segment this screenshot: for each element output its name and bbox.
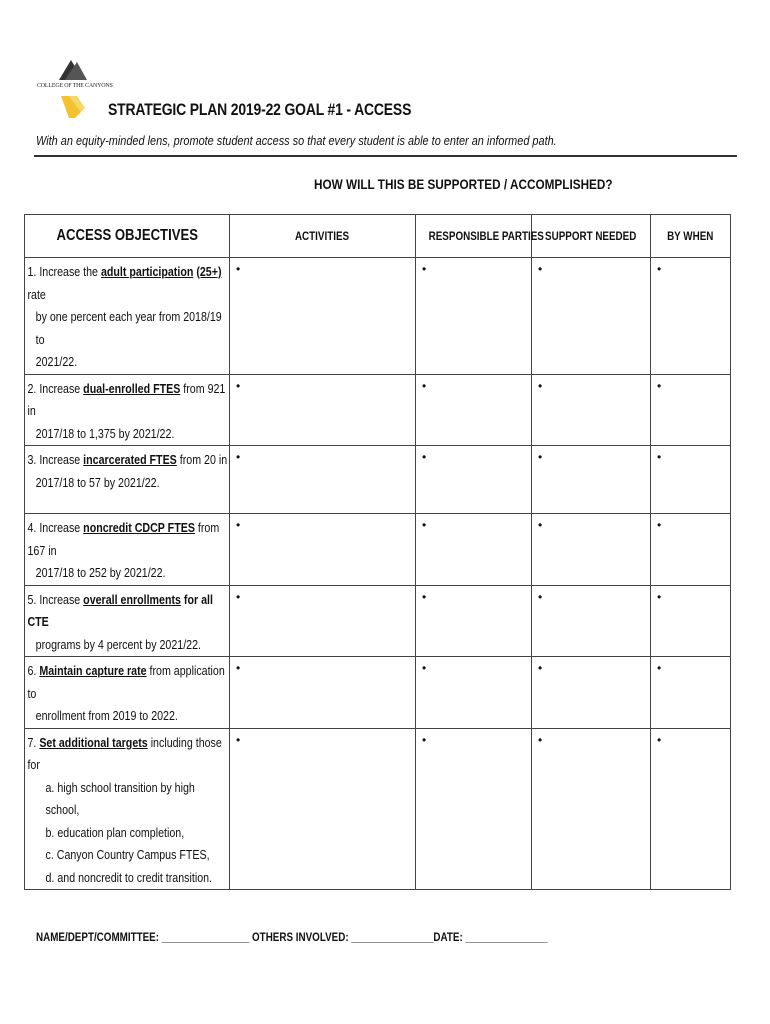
activities-cell[interactable]: • (230, 657, 416, 729)
when-cell[interactable]: • (651, 514, 731, 586)
support-cell[interactable]: • (532, 585, 651, 657)
activities-cell[interactable]: • (230, 514, 416, 586)
page-subtitle: With an equity-minded lens, promote student access so that every student is able to enter an informed path. (36, 133, 557, 148)
column-header-when: BY WHEN (651, 215, 731, 258)
table-row (25, 585, 731, 657)
mountain-logo-icon (37, 60, 109, 118)
when-cell[interactable]: • (651, 728, 731, 890)
column-header-activities: ACTIVITIES (230, 215, 416, 258)
objective-cell: 2. Increase dual-enrolled FTES from 921 in 2017/18 to 1,375 by 2021/22. (25, 374, 230, 446)
when-cell[interactable]: • (651, 585, 731, 657)
table-row (25, 446, 731, 514)
objective-cell: 1. Increase the adult participation (25+) rate by one percent each year from 2018/19 to 2021/22. (25, 258, 230, 375)
signature-line[interactable]: NAME/DEPT/COMMITTEE: ________________ OTHERS INVOLVED: _______________DATE: _______________ (36, 930, 548, 944)
activities-cell[interactable]: • (230, 728, 416, 890)
activities-cell[interactable]: • (230, 258, 416, 375)
section-question: HOW WILL THIS BE SUPPORTED / ACCOMPLISHED? (314, 176, 613, 192)
support-cell[interactable]: • (532, 514, 651, 586)
when-cell[interactable]: • (651, 374, 731, 446)
support-cell[interactable]: • (532, 374, 651, 446)
table-row (25, 728, 731, 890)
objective-cell: 5. Increase overall enrollments for all CTE programs by 4 percent by 2021/22. (25, 585, 230, 657)
when-cell[interactable]: • (651, 258, 731, 375)
table-row (25, 258, 731, 375)
logo-wordmark: COLLEGE OF THE CANYONS (37, 83, 113, 89)
when-cell[interactable]: • (651, 657, 731, 729)
table-row (25, 657, 731, 729)
responsible-cell[interactable]: • (416, 657, 532, 729)
activities-cell[interactable]: • (230, 446, 416, 514)
responsible-cell[interactable]: • (416, 728, 532, 890)
page-title: STRATEGIC PLAN 2019-22 GOAL #1 - ACCESS (108, 100, 412, 119)
activities-cell[interactable]: • (230, 374, 416, 446)
header-divider (34, 155, 737, 157)
support-cell[interactable]: • (532, 446, 651, 514)
support-cell[interactable]: • (532, 728, 651, 890)
objectives-table (24, 214, 731, 890)
table-row (25, 374, 731, 446)
objective-cell: 3. Increase incarcerated FTES from 20 in 2017/18 to 57 by 2021/22. (25, 446, 230, 514)
college-logo (37, 60, 113, 118)
responsible-cell[interactable]: • (416, 446, 532, 514)
when-cell[interactable]: • (651, 446, 731, 514)
responsible-cell[interactable]: • (416, 374, 532, 446)
objective-cell: 7. Set additional targets including those for a. high school transition by high school, b. education plan completion, c. Canyon Country Campus FTES, d. and noncredit to credit transition. (25, 728, 230, 890)
column-header-responsible: RESPONSIBLE PARTIES (416, 215, 532, 258)
table-row (25, 514, 731, 586)
support-cell[interactable]: • (532, 657, 651, 729)
support-cell[interactable]: • (532, 258, 651, 375)
objective-cell: 4. Increase noncredit CDCP FTES from 167 in 2017/18 to 252 by 2021/22. (25, 514, 230, 586)
column-header-objectives: ACCESS OBJECTIVES (25, 215, 230, 258)
responsible-cell[interactable]: • (416, 514, 532, 586)
responsible-cell[interactable]: • (416, 585, 532, 657)
objective-cell: 6. Maintain capture rate from application to enrollment from 2019 to 2022. (25, 657, 230, 729)
column-header-support: SUPPORT NEEDED (532, 215, 651, 258)
responsible-cell[interactable]: • (416, 258, 532, 375)
table-header-row (25, 215, 731, 258)
activities-cell[interactable]: • (230, 585, 416, 657)
